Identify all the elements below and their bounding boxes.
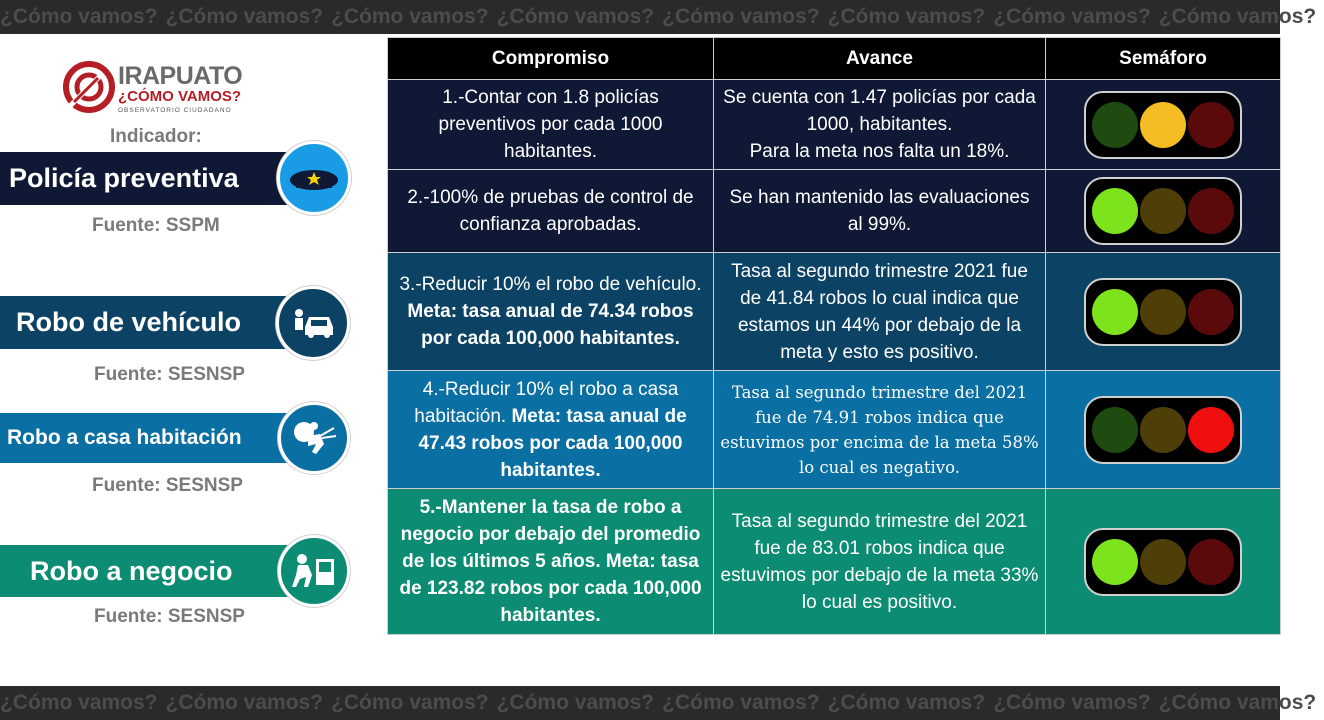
category-robo-negocio — [0, 545, 300, 597]
table-row — [388, 489, 1281, 635]
header-semaforo: Semáforo — [1046, 38, 1281, 80]
table-header-row — [388, 38, 1281, 80]
banner-text: ¿Cómo vamos? — [331, 691, 489, 714]
compromiso-cell — [388, 253, 714, 371]
traffic-light-icon — [1084, 177, 1242, 245]
traffic-light-icon — [1084, 396, 1242, 464]
logo-title: IRAPUATO — [118, 62, 243, 90]
table-row — [388, 371, 1281, 489]
semaforo-cell — [1046, 80, 1281, 170]
indicador-label: Indicador: — [110, 126, 202, 147]
bottom-banner — [0, 686, 1317, 720]
compromiso-text: 5.-Mantener la tasa de robo a negocio por debajo del promedio de los últimos 5 años. Meta: tasa de 123.82 robos por cada 100,000 habitantes. — [399, 497, 702, 626]
compromiso-text: 4.-Reducir 10% el robo a casa habitación. — [414, 378, 679, 427]
category-label: Robo a casa habitación — [7, 426, 242, 449]
banner-text: ¿Cómo vamos? — [827, 691, 986, 714]
avance-cell — [714, 80, 1046, 170]
category-label: Robo a negocio — [30, 556, 233, 586]
traffic-light-icon — [1084, 91, 1242, 159]
logo-ring-icon — [62, 60, 116, 114]
fuente-sspm: Fuente: SSPM — [92, 215, 220, 236]
banner-text: ¿Cómo vamos? — [993, 5, 1151, 28]
compromiso-text: 3.-Reducir 10% el robo de vehículo. — [399, 274, 702, 295]
avance-cell — [714, 253, 1046, 371]
banner-text: ¿Cómo vamos? — [0, 5, 158, 28]
avance-text: Se cuenta con 1.47 policías por cada 1000, habitantes. — [723, 87, 1036, 135]
banner-text: ¿Cómo vamos? — [1158, 5, 1317, 28]
compromiso-cell — [388, 170, 714, 253]
avance-cell — [714, 489, 1046, 635]
compromiso-meta-text: Meta: tasa anual de 47.43 robos por cada 100,000 habitantes. — [418, 405, 687, 481]
category-policia-preventiva — [0, 152, 300, 205]
banner-text: ¿Cómo vamos? — [165, 5, 324, 28]
category-label: Policía preventiva — [9, 163, 239, 193]
compromiso-cell — [388, 80, 714, 170]
top-banner — [0, 0, 1317, 34]
semaforo-cell — [1046, 253, 1281, 371]
header-avance: Avance — [714, 38, 1046, 80]
banner-text: ¿Cómo vamos? — [496, 691, 655, 714]
banner-text: ¿Cómo vamos? — [331, 5, 489, 28]
logo — [60, 58, 260, 118]
banner-text: ¿Cómo vamos? — [993, 691, 1151, 714]
semaforo-cell — [1046, 489, 1281, 635]
commitments-table — [387, 37, 1281, 635]
compromiso-cell — [388, 489, 714, 635]
banner-text: ¿Cómo vamos? — [0, 691, 158, 714]
traffic-light-icon — [1084, 278, 1242, 346]
category-label: Robo de vehículo — [16, 307, 242, 337]
fuente-sesnsp-negocio: Fuente: SESNSP — [94, 606, 245, 627]
compromiso-cell — [388, 371, 714, 489]
car-thief-icon — [276, 286, 350, 360]
fuente-sesnsp-casa: Fuente: SESNSP — [92, 475, 243, 496]
table-row — [388, 170, 1281, 253]
fuente-sesnsp-vehiculo: Fuente: SESNSP — [94, 364, 245, 385]
compromiso-text: 2.-100% de pruebas de control de confianza aprobadas. — [407, 187, 694, 235]
police-cap-icon — [277, 141, 351, 215]
avance-text: Para la meta nos falta un 18%. — [749, 141, 1010, 162]
table-row — [388, 253, 1281, 371]
semaforo-cell — [1046, 371, 1281, 489]
compromiso-text: 1.-Contar con 1.8 policías preventivos por cada 1000 habitantes. — [438, 87, 663, 162]
table-row — [388, 80, 1281, 170]
logo-subtitle: ¿CÓMO VAMOS? — [118, 88, 242, 105]
avance-text: Tasa al segundo trimestre del 2021 fue de 83.01 robos indica que estuvimos por debajo de la meta 33% lo cual es positivo. — [720, 510, 1039, 613]
banner-text: ¿Cómo vamos? — [165, 691, 324, 714]
avance-text: Tasa al segundo trimestre 2021 fue de 41.84 robos lo cual indica que estamos un 44% por debajo de la meta y esto es positivo. — [731, 260, 1028, 363]
traffic-light-icon — [1084, 528, 1242, 596]
banner-text: ¿Cómo vamos? — [827, 5, 986, 28]
logo-tagline: OBSERVATORIO CIUDADANO — [118, 107, 232, 114]
banner-text: ¿Cómo vamos? — [662, 5, 820, 28]
banner-text: ¿Cómo vamos? — [662, 691, 820, 714]
store-thief-icon — [278, 535, 350, 607]
banner-text: ¿Cómo vamos? — [496, 5, 655, 28]
category-robo-vehiculo — [0, 296, 300, 349]
avance-cell — [714, 170, 1046, 253]
banner-text: ¿Cómo vamos? — [1158, 691, 1317, 714]
avance-cell — [714, 371, 1046, 489]
semaforo-cell — [1046, 170, 1281, 253]
avance-text: Tasa al segundo trimestre del 2021 fue de 74.91 robos indica que estuvimos por encima de la meta 58% lo cual es negativo. — [720, 382, 1039, 477]
compromiso-meta-text: Meta: tasa anual de 74.34 robos por cada 100,000 habitantes. — [407, 301, 694, 349]
header-compromiso: Compromiso — [388, 38, 714, 80]
burglar-icon — [278, 402, 350, 474]
category-robo-casa — [0, 413, 300, 463]
avance-text: Se han mantenido las evaluaciones al 99%. — [729, 187, 1030, 235]
